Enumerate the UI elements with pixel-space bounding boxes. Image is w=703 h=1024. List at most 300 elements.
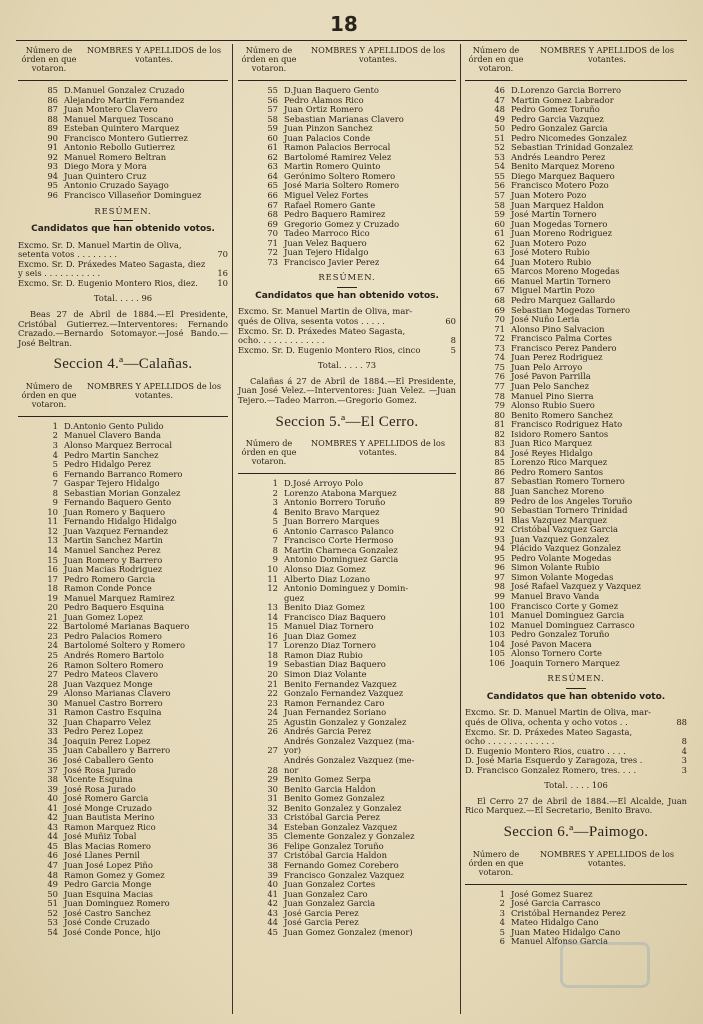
voter-number: 31: [47, 708, 58, 718]
voter-name: Esteban Quintero Marquez: [64, 124, 180, 134]
voter-name: Juan Vazquez Fernandez: [64, 526, 169, 536]
voter-name: José Rafael Vazquez y Vazquez: [511, 582, 641, 592]
voter-number: 5: [499, 927, 505, 937]
voter-number: 43: [267, 908, 278, 918]
voter-name: José Pavon Macera: [511, 639, 592, 649]
voter-number: 37: [47, 765, 58, 775]
voter-name: Juan Motero Pozo: [511, 238, 587, 248]
voter-row: [238, 622, 456, 632]
voter-row: [238, 517, 456, 527]
voter-number: 86: [47, 95, 58, 105]
voter-number: 27: [267, 746, 278, 756]
voter-name: Juan José Lopez Piño: [64, 861, 153, 871]
voter-number: 40: [47, 794, 58, 804]
vote-line: [238, 307, 456, 317]
vote-text: Excmo. Sr. D. Práxedes Mateo Sagasta, diez: [18, 259, 206, 269]
voter-name: Fernando Baquero Gento: [64, 498, 172, 508]
voter-name: Cristóbal Vazquez Garcia: [511, 525, 619, 535]
voter-row: [465, 344, 687, 354]
voter-name: Gaspar Tejero Hidalgo: [64, 479, 160, 489]
voter-number: 9: [52, 498, 58, 508]
voter-number: 92: [47, 152, 58, 162]
voter-row: [465, 487, 687, 497]
voter-name: Juan Diaz Gomez: [284, 631, 357, 641]
voter-name: Antonio Borrero Toruño: [284, 498, 386, 508]
voter-number: 21: [267, 679, 278, 689]
voter-number: 40: [267, 880, 278, 890]
voter-name: D.Lorenzo Garcia Borrero: [511, 86, 622, 95]
voter-name: guez: [284, 593, 305, 603]
vote-text: Excmo. Sr. D. Práxedes Mateo Sagasta,: [238, 326, 406, 336]
voter-row: [18, 622, 228, 632]
voter-row: [465, 134, 687, 144]
voter-name: Juan Velez Baquero: [284, 238, 367, 248]
voter-name: Sebastian Tornero Trinidad: [511, 506, 628, 516]
table-header: [465, 46, 687, 81]
voter-row: [238, 565, 456, 575]
voter-number: 45: [267, 927, 278, 937]
voter-row: [238, 508, 456, 518]
voter-row: [465, 181, 687, 191]
voter-number: 48: [47, 870, 58, 880]
voter-number: 4: [52, 450, 58, 460]
voter-row: [465, 96, 687, 106]
voter-number: 20: [47, 603, 58, 613]
voter-name: Benito Fernandez Vazquez: [284, 679, 397, 689]
voter-row: [465, 659, 687, 669]
vote-text: Excmo. Sr. D. Eugenio Montero Rios, diez.: [18, 278, 198, 288]
voter-row: [18, 86, 228, 96]
vote-text: setenta votos . . . . . . . .: [18, 250, 118, 260]
voter-row: [238, 181, 456, 191]
voter-row: [465, 258, 687, 268]
vote-text: D. Francisco Gonzalez Romero, tres. . . .: [465, 765, 637, 775]
voter-row: [238, 775, 456, 785]
voter-number: 89: [494, 496, 505, 506]
voter-name: Manuel Martin Tornero: [511, 276, 611, 286]
voter-number: 11: [267, 574, 278, 584]
voter-name: Alonso Marquez Berrocal: [64, 440, 173, 450]
voter-name: Juan Tejero Hidalgo: [284, 248, 369, 258]
voter-row: [238, 804, 456, 814]
voter-name: Gonzalo Fernandez Vazquez: [284, 689, 404, 699]
voter-name: Manuel Castro Borrero: [64, 698, 163, 708]
voter-name: Vicente Esquina: [64, 775, 133, 785]
voter-name: Martin Romero Quinto: [284, 162, 381, 172]
vote-count: 10: [217, 278, 228, 288]
voter-number: 12: [267, 584, 278, 594]
voter-number: 23: [267, 698, 278, 708]
voter-number: 32: [47, 717, 58, 727]
voter-number: 71: [494, 324, 505, 334]
voter-row: [18, 451, 228, 461]
voter-number: 85: [494, 458, 505, 468]
voter-number: 28: [267, 765, 278, 775]
voter-name: Manuel Dominguez Garcia: [511, 611, 625, 621]
voter-number: 22: [47, 622, 58, 632]
voter-number: 14: [47, 545, 58, 555]
voter-row: [238, 162, 456, 172]
voter-number: 21: [47, 612, 58, 622]
column-header-names: NOMBRES Y APELLIDOS de los votantes.: [86, 380, 222, 400]
column-header-number: Número de órden en que votaron.: [241, 438, 297, 467]
voter-number: 1: [52, 421, 58, 431]
voter-name: Simon Volante Rubio: [511, 563, 600, 573]
voter-number: 73: [494, 343, 505, 353]
voter-name: Juan Rico Marquez: [511, 439, 592, 449]
voter-row: [238, 918, 456, 928]
voter-number: 29: [267, 775, 278, 785]
voter-name: Juan Pinzon Sanchez: [284, 124, 373, 134]
voter-name: Juan Macias Rodriguez: [64, 565, 163, 575]
voter-number: 43: [47, 822, 58, 832]
voter-row: [465, 582, 687, 592]
voter-row: [465, 191, 687, 201]
vote-count: 3: [681, 756, 687, 766]
voter-name: Juan Caballero y Barrero: [64, 746, 171, 756]
voter-row: [18, 508, 228, 518]
voter-row: [465, 115, 687, 125]
voter-name: Ramon Gomez y Gomez: [64, 870, 165, 880]
voter-number: 49: [494, 114, 505, 124]
voter-row: [465, 649, 687, 659]
voter-row: [18, 134, 228, 144]
voter-number: 16: [47, 565, 58, 575]
voter-name: Alberto Diaz Lozano: [284, 574, 371, 584]
vote-line: [18, 260, 228, 270]
voter-number: 95: [494, 553, 505, 563]
voter-row: [238, 699, 456, 709]
voter-row: [18, 727, 228, 737]
vote-text: qués de Oliva, ochenta y ocho votos . .: [465, 718, 628, 727]
voter-number: 67: [267, 200, 278, 210]
voter-row: [18, 851, 228, 861]
voter-name: Miguel Velez Fortes: [284, 191, 369, 201]
voter-number: 30: [47, 698, 58, 708]
voter-number: 54: [494, 162, 505, 172]
voter-number: 69: [494, 305, 505, 315]
voter-number: 102: [489, 620, 505, 630]
voter-row: [18, 928, 228, 938]
voter-row: [238, 909, 456, 919]
voter-number: 75: [494, 362, 505, 372]
voter-number: 56: [494, 181, 505, 191]
voter-row: [238, 115, 456, 125]
voter-row: [465, 573, 687, 583]
column-header-names: NOMBRES Y APELLIDOS de los votantes.: [310, 438, 446, 458]
voter-number: 69: [267, 219, 278, 229]
voter-name: Sebastian Marianas Clavero: [284, 114, 404, 124]
voter-row: [465, 602, 687, 612]
voter-name: Simon Diaz Volante: [284, 670, 367, 680]
voter-row: [238, 660, 456, 670]
voter-name: Pedro Volante Mogedas: [511, 553, 612, 563]
voter-name: Francisco Javier Perez: [284, 257, 380, 267]
voter-number: 8: [52, 488, 58, 498]
vote-line: [465, 737, 687, 747]
voter-number: 27: [47, 670, 58, 680]
voter-row: [18, 909, 228, 919]
voter-name: José Nuño Leria: [511, 315, 580, 325]
voter-name: Alejandro Martin Fernandez: [64, 95, 185, 105]
voter-number: 87: [47, 105, 58, 115]
voter-number: 54: [47, 927, 58, 937]
voter-row: [465, 105, 687, 115]
voter-row: [465, 525, 687, 535]
vote-line: [238, 346, 456, 356]
divider: [113, 220, 133, 221]
voter-number: 91: [47, 143, 58, 153]
voter-row: [18, 708, 228, 718]
voter-number: 92: [494, 525, 505, 535]
voter-name: José Garcia Carrasco: [511, 899, 601, 909]
vote-text: Excmo. Sr. D. Manuel Martin de Oliva,: [18, 240, 182, 250]
voter-name: Benito Gonzalez y Gonzalez: [284, 803, 402, 813]
voter-number: 2: [499, 899, 505, 909]
voter-row: [238, 210, 456, 220]
voter-row: [238, 86, 456, 96]
vote-count: 60: [445, 317, 456, 327]
voter-name: Benito Bravo Marquez: [284, 507, 380, 517]
voter-row: [18, 890, 228, 900]
voter-row: [238, 842, 456, 852]
voter-number: 100: [489, 601, 505, 611]
voter-number: 66: [494, 276, 505, 286]
vote-line: [238, 317, 456, 327]
voter-number: 82: [494, 429, 505, 439]
voter-name: Martin Sanchez Martin: [64, 536, 163, 546]
vote-count: 8: [450, 336, 456, 346]
voter-row: [465, 621, 687, 631]
voter-name: Pedro Garcia Monge: [64, 880, 152, 890]
column-header-number: Número de órden en que votaron.: [241, 45, 297, 73]
voter-number: 49: [47, 880, 58, 890]
voter-number: 20: [267, 670, 278, 680]
voter-row: [238, 737, 456, 747]
voter-row: [238, 594, 456, 604]
voter-name: Felipe Gonzalez Toruño: [284, 841, 384, 851]
voter-number: 106: [489, 658, 505, 668]
voter-number: 68: [267, 210, 278, 220]
voter-name: Francisco Corte y Gomez: [511, 601, 619, 611]
table-header: [238, 439, 456, 474]
voter-name: Juan Pelo Sanchez: [511, 381, 589, 391]
voter-number: 83: [494, 439, 505, 449]
voter-name: Ramon Castro Esquina: [64, 708, 162, 718]
voter-row: [238, 689, 456, 699]
voter-row: [238, 641, 456, 651]
section-title: Seccion 5.ª—El Cerro.: [275, 413, 419, 430]
voter-number: 25: [267, 717, 278, 727]
voter-number: 14: [267, 612, 278, 622]
voter-name: José Garcia Perez: [284, 918, 359, 928]
voter-number: 94: [47, 171, 58, 181]
voter-row: [18, 172, 228, 182]
voter-name: Bartolomé Soltero y Romero: [64, 641, 186, 651]
voter-row: [465, 611, 687, 621]
voter-name: Ramon Diaz Rubio: [284, 650, 363, 660]
voter-row: [238, 632, 456, 642]
voter-name: D.Manuel Gonzalez Cruzado: [64, 86, 185, 95]
voter-number: 88: [494, 486, 505, 496]
voter-number: 96: [47, 191, 58, 201]
voter-name: Sebastian Diaz Baquero: [284, 660, 386, 670]
voter-number: 38: [267, 860, 278, 870]
voter-row: [18, 785, 228, 795]
voter-number: 7: [52, 479, 58, 489]
column-header-number: Número de órden en que votaron.: [21, 380, 77, 409]
voter-row: [465, 306, 687, 316]
voter-row: [465, 563, 687, 573]
voter-row: [238, 479, 456, 489]
voter-number: 31: [267, 794, 278, 804]
voter-number: 65: [494, 267, 505, 277]
voter-row: [465, 420, 687, 430]
voter-number: 36: [47, 756, 58, 765]
voter-number: 38: [47, 775, 58, 785]
voter-number: 70: [267, 229, 278, 239]
voter-number: 56: [267, 95, 278, 105]
voter-number: 91: [494, 515, 505, 525]
signature-paragraph: El Cerro 27 de Abril de 1884.—El Alcalde, Juan Rico Marquez.—El Secretario, Benito Bravo.: [465, 795, 687, 816]
voter-name: José Conde Cruzado: [64, 918, 150, 928]
voter-row: [238, 880, 456, 890]
voter-name: Plácido Vazquez Gonzalez: [511, 544, 621, 554]
voter-number: 1: [272, 479, 278, 489]
voter-number: 90: [47, 133, 58, 143]
voter-row: [238, 871, 456, 881]
table-header: [465, 850, 687, 885]
voter-row: [18, 431, 228, 441]
voter-row: [465, 153, 687, 163]
voter-name: Juan Gonzalez Garcia: [284, 899, 376, 909]
voter-number: 3: [52, 440, 58, 450]
voter-name: Sebastian Mogedas Tornero: [511, 305, 631, 315]
vote-count: 70: [217, 250, 228, 260]
column-header-number: Número de órden en que votaron.: [468, 848, 524, 877]
voter-row: [18, 115, 228, 125]
voter-name: Pedro Nicomedes Gonzalez: [511, 133, 627, 143]
voter-row: [18, 880, 228, 890]
section-title: Seccion 4.ª—Calañas.: [53, 356, 193, 373]
voter-row: [18, 813, 228, 823]
voter-number: 95: [47, 181, 58, 191]
voter-name: Fernando Gomez Corebero: [284, 860, 399, 870]
voter-number: 57: [267, 105, 278, 115]
voter-row: [18, 823, 228, 833]
voter-name: Manuel Sanchez Perez: [64, 545, 161, 555]
voter-name: Blas Vazquez Marquez: [511, 515, 607, 525]
voter-row: [238, 718, 456, 728]
voter-number: 18: [267, 650, 278, 660]
voter-name: Pedro Romero Garcia: [64, 574, 156, 584]
voter-number: 34: [267, 822, 278, 832]
voter-number: 104: [489, 639, 505, 649]
voter-name: Pedro de los Angeles Toruño: [511, 496, 633, 506]
vote-line: [238, 336, 456, 346]
voter-number: 72: [494, 334, 505, 344]
voter-row: [238, 498, 456, 508]
voter-name: Ramon Marquez Rico: [64, 822, 156, 832]
voter-name: Juan Gomez Lopez: [64, 612, 143, 622]
voter-row: [238, 201, 456, 211]
voter-number: 98: [494, 582, 505, 592]
voter-row: [18, 804, 228, 814]
voter-number: 11: [47, 517, 58, 527]
voter-name: Juan Gomez Gonzalez (menor): [284, 927, 413, 937]
voter-number: 73: [267, 257, 278, 267]
voter-row: [238, 105, 456, 115]
voter-name: Andrés Leandro Perez: [511, 152, 606, 162]
library-watermark: [560, 942, 650, 988]
vote-text: y seis . . . . . . . . . . .: [18, 269, 101, 279]
voter-row: [18, 162, 228, 172]
voter-name: Andrés Romero Bartolo: [64, 650, 164, 660]
voter-number: 13: [267, 603, 278, 613]
voter-name: Juan Perez Rodriguez: [511, 353, 603, 363]
voter-row: [465, 363, 687, 373]
voter-number: 88: [47, 114, 58, 124]
voter-name: Cristóbal Garcia Perez: [284, 813, 380, 823]
voter-row: [18, 871, 228, 881]
column-2: [238, 46, 456, 937]
voter-row: [18, 556, 228, 566]
voter-number: 2: [272, 488, 278, 498]
voter-name: José Gomez Suarez: [511, 889, 593, 899]
voter-number: 84: [494, 448, 505, 458]
voter-number: 61: [494, 229, 505, 239]
vote-text: ocho. . . . . . . . . . . . .: [238, 336, 325, 346]
voter-name: Juan Ortiz Romero: [284, 105, 364, 115]
voter-row: [238, 134, 456, 144]
voter-name: Juan Montero Clavero: [64, 105, 158, 115]
voter-name: José Rosa Jurado: [64, 784, 136, 794]
voter-name: José Romero Garcia: [64, 794, 149, 804]
voter-row: [238, 766, 456, 776]
voter-number: 3: [272, 498, 278, 508]
voter-name: Francisco Diaz Baquero: [284, 612, 386, 622]
vote-text: D. José Maria Esquerdo y Zaragoza, tres .: [465, 756, 643, 766]
voter-row: [465, 296, 687, 306]
voter-name: Cristóbal Garcia Haldon: [284, 851, 387, 861]
voter-row: [465, 334, 687, 344]
voter-name: Martin Gomez Labrador: [511, 95, 614, 105]
vote-line: [465, 718, 687, 728]
voter-name: Manuel Clavero Banda: [64, 431, 162, 441]
voter-name: Clemente Gonzalez y Gonzalez: [284, 832, 415, 842]
voter-row: [465, 143, 687, 153]
voter-row: [465, 229, 687, 239]
voter-name: Benito Romero Sanchez: [511, 410, 613, 420]
voter-row: [18, 584, 228, 594]
voter-name: Juan Motero Pozo: [511, 191, 587, 201]
voter-row: [18, 441, 228, 451]
voter-number: 58: [267, 114, 278, 124]
voter-row: [18, 546, 228, 556]
voter-name: José Monge Cruzado: [64, 803, 152, 813]
voter-number: 59: [267, 124, 278, 134]
voter-row: [465, 124, 687, 134]
voter-number: 52: [494, 143, 505, 153]
voter-number: 15: [47, 555, 58, 565]
voter-row: [18, 680, 228, 690]
voter-name: Juan Motero Rubio: [511, 257, 592, 267]
table-header: [18, 382, 228, 417]
voter-name: Francisco Rodriguez Hato: [511, 420, 623, 430]
voter-number: 25: [47, 650, 58, 660]
vote-text: qués de Oliva, sesenta votos . . . . .: [238, 317, 385, 327]
vote-line: [18, 250, 228, 260]
